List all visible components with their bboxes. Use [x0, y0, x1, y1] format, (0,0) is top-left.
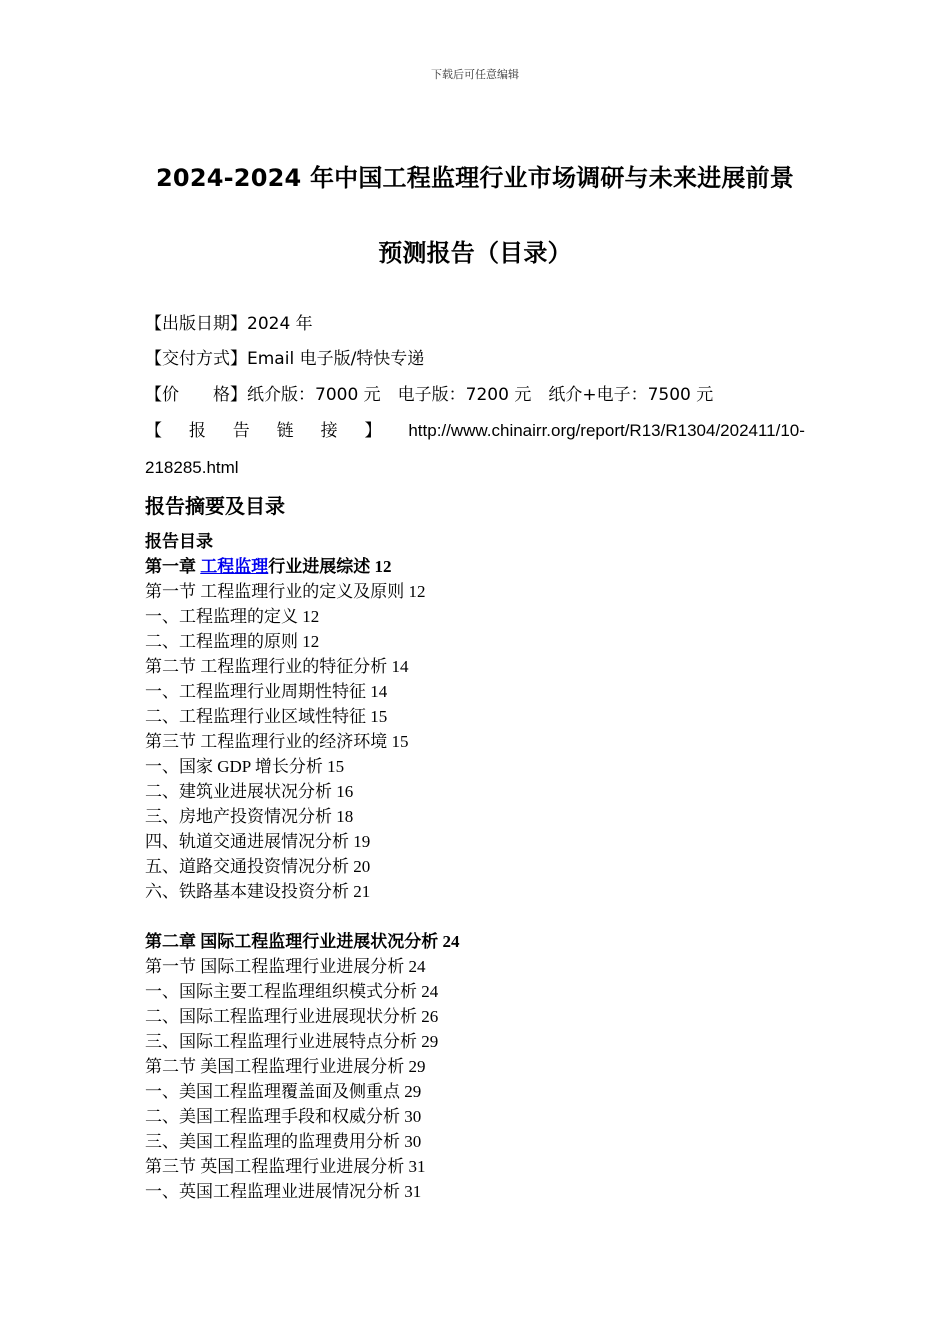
- toc-item: 二、建筑业进展状况分析 16: [145, 782, 354, 801]
- link-label-char: 接: [320, 421, 338, 441]
- report-title-line-2: 预测报告（目录）: [378, 239, 572, 267]
- toc-item: 第一节 国际工程监理行业进展分析 24: [145, 957, 426, 976]
- table-of-contents: [145, 529, 825, 1204]
- report-title-line-1: 2024-2024 年中国工程监理行业市场调研与未来进展前景: [156, 164, 794, 192]
- page-header-note: 下载后可任意编辑: [431, 68, 519, 81]
- toc-item: 三、房地产投资情况分析 18: [145, 807, 354, 826]
- link-label-char: 链: [276, 421, 294, 441]
- toc-item: 第三节 工程监理行业的经济环境 15: [145, 732, 409, 751]
- toc-item: 一、国家 GDP 增长分析 15: [145, 757, 345, 776]
- toc-item: 二、美国工程监理手段和权威分析 30: [145, 1107, 422, 1126]
- toc-chapter-1: [145, 554, 825, 579]
- toc-item: 二、国际工程监理行业进展现状分析 26: [145, 1007, 439, 1026]
- toc-spacer: [145, 904, 825, 929]
- toc-item: 一、工程监理的定义 12: [145, 607, 320, 626]
- toc-item: 六、铁路基本建设投资分析 21: [145, 882, 371, 901]
- toc-item: 四、轨道交通进展情况分析 19: [145, 832, 371, 851]
- delivery-row: [145, 349, 810, 369]
- chapter-1-prefix: 第一章: [145, 557, 201, 576]
- link-label-char: 【: [145, 421, 162, 441]
- toc-item: 二、工程监理行业区域性特征 15: [145, 707, 388, 726]
- section-title: 报告摘要及目录: [145, 494, 285, 518]
- toc-item: 一、英国工程监理业进展情况分析 31: [145, 1182, 422, 1201]
- toc-item: 第二节 工程监理行业的特征分析 14: [145, 657, 409, 676]
- toc-item: 一、国际主要工程监理组织模式分析 24: [145, 982, 439, 1001]
- link-label-char: 】: [364, 421, 382, 441]
- publish-date-value: 2024 年: [247, 314, 313, 334]
- toc-item: 第三节 英国工程监理行业进展分析 31: [145, 1157, 426, 1176]
- toc-item: 三、国际工程监理行业进展特点分析 29: [145, 1032, 439, 1051]
- toc-item: 五、道路交通投资情况分析 20: [145, 857, 371, 876]
- toc-heading: 报告目录: [145, 532, 213, 551]
- toc-item: 二、工程监理的原则 12: [145, 632, 320, 651]
- delivery-value: Email 电子版/特快专递: [247, 349, 425, 369]
- keyword-link[interactable]: 工程监理: [200, 557, 269, 576]
- toc-item: 第一节 工程监理行业的定义及原则 12: [145, 582, 426, 601]
- toc-item: 第二节 美国工程监理行业进展分析 29: [145, 1057, 426, 1076]
- delivery-label: 【交付方式】: [145, 349, 247, 369]
- report-link-row: [145, 421, 805, 441]
- price-label: 【价 格】: [145, 385, 247, 405]
- link-label-char: 报: [188, 421, 206, 441]
- publish-date-label: 【出版日期】: [145, 314, 247, 334]
- link-label-char: 告: [232, 421, 250, 441]
- toc-chapter-2: 第二章 国际工程监理行业进展状况分析 24: [145, 932, 460, 951]
- report-url-part-2[interactable]: 218285.html: [145, 458, 239, 477]
- toc-item: 三、美国工程监理的监理费用分析 30: [145, 1132, 422, 1151]
- toc-item: 一、美国工程监理覆盖面及侧重点 29: [145, 1082, 422, 1101]
- report-url-part-1[interactable]: http://www.chinairr.org/report/R13/R1304/202411/10-: [408, 421, 805, 440]
- chapter-1-suffix: 行业进展综述 12: [268, 557, 392, 576]
- publish-date-row: [145, 314, 810, 334]
- price-row: [145, 385, 810, 405]
- toc-item: 一、工程监理行业周期性特征 14: [145, 682, 388, 701]
- price-value: 纸介版：7000 元 电子版：7200 元 纸介+电子：7500 元: [247, 385, 714, 405]
